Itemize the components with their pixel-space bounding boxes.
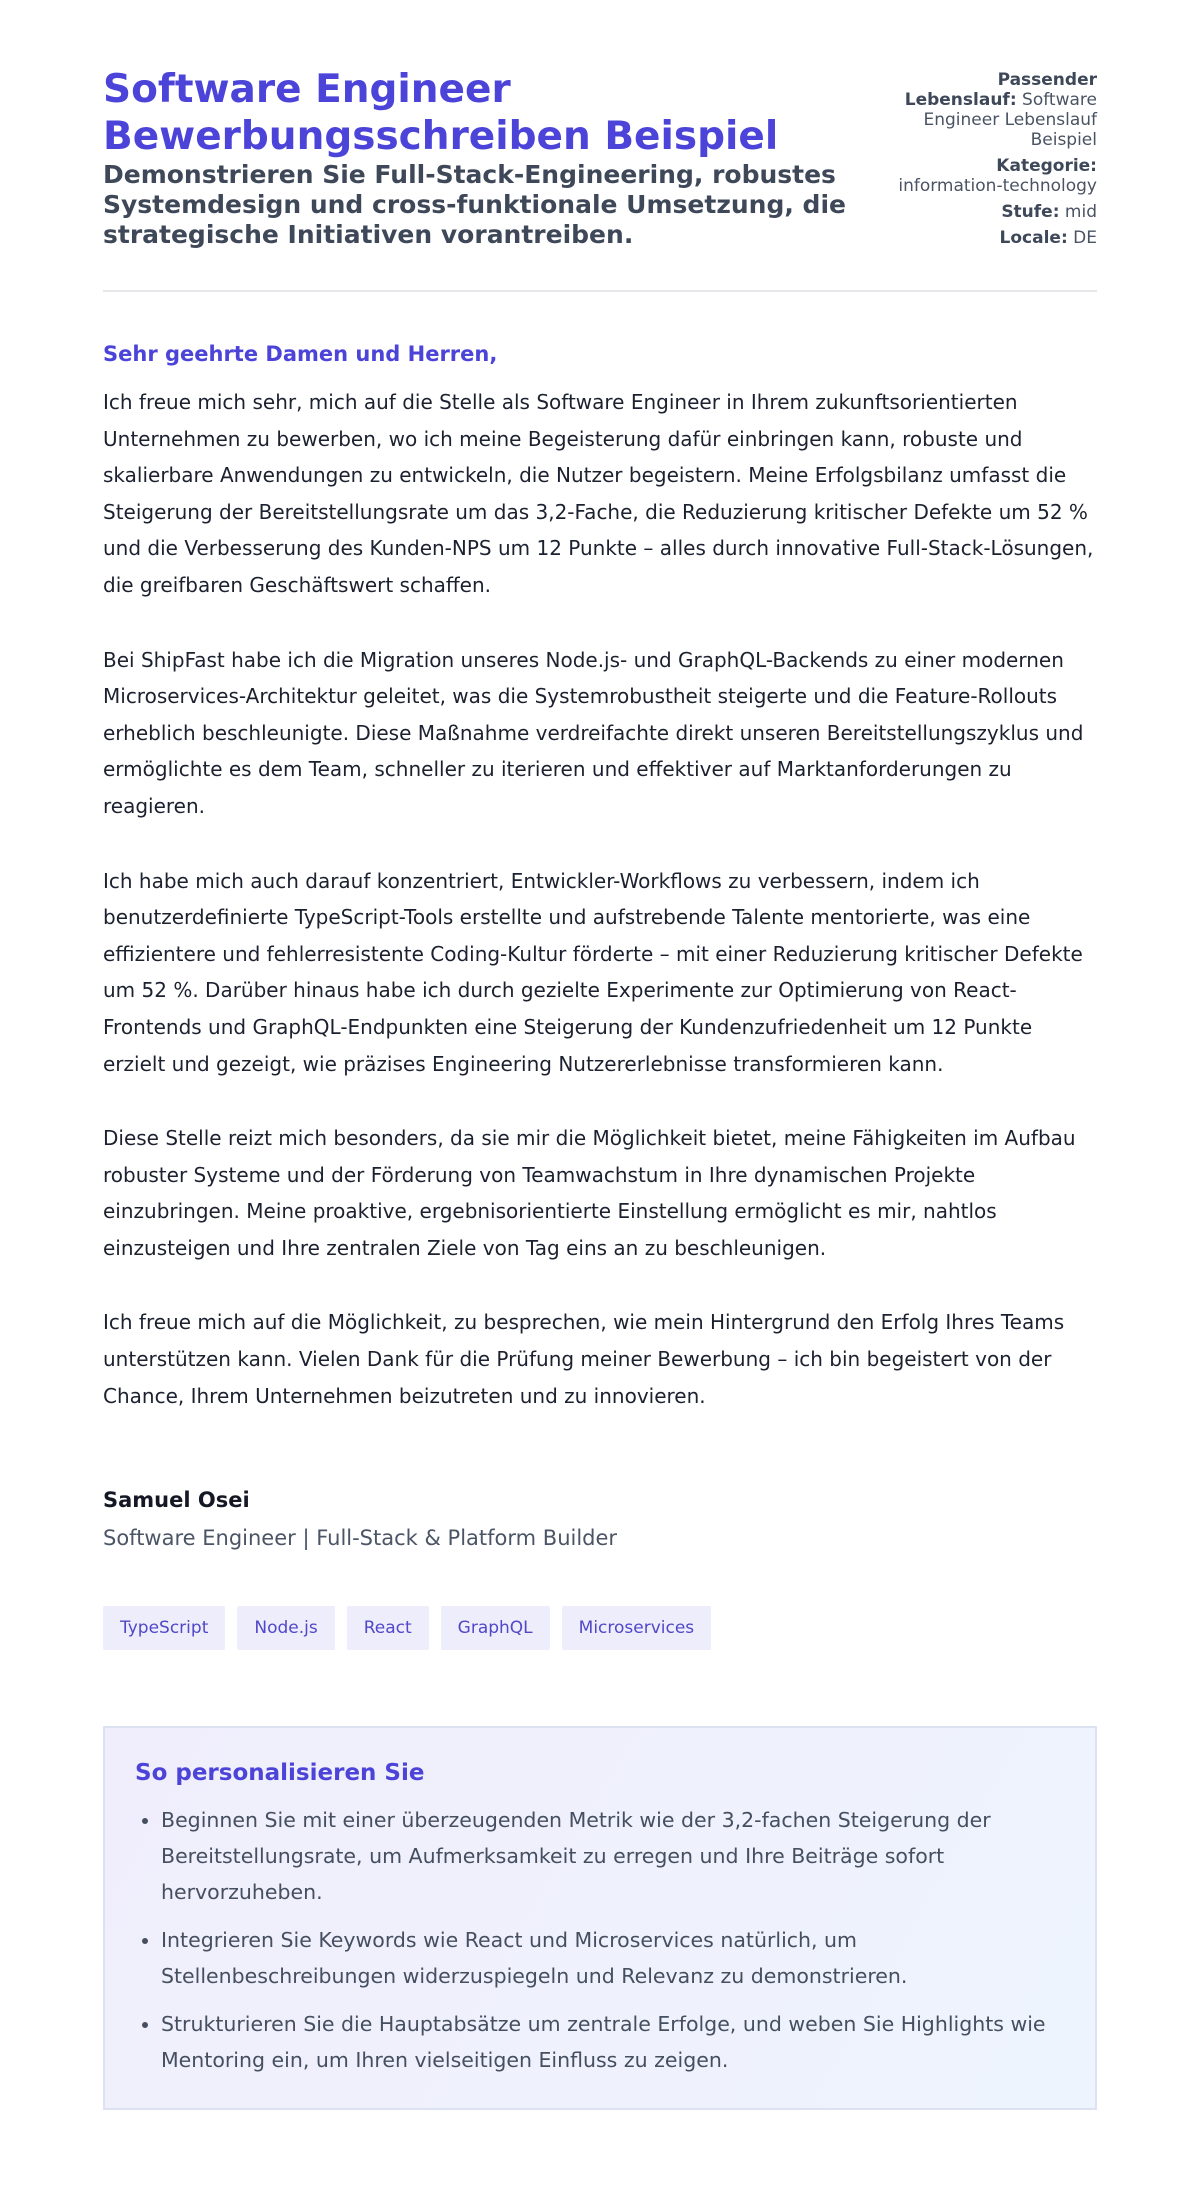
meta-resume-label: Passender Lebenslauf: [904, 70, 1097, 110]
letter-paragraph: Bei ShipFast habe ich die Migration unseres Node.js- und GraphQL-Backends zu einer modernen Microservices-Architektur geleitet, was die Systemrobustheit steigerte und die Feature-Rollouts erheblich beschleunigte. Diese Maßnahme verdreifachte direkt unseren Bereitstellungszyklus und ermöglichte es dem Team, schneller zu iterieren und effektiver auf Marktanforderungen zu reagieren. [103, 647, 1084, 818]
tips-list [135, 1802, 1065, 2078]
skill-tags [103, 1606, 1097, 1650]
letter-paragraph: Ich freue mich auf die Möglichkeit, zu besprechen, wie mein Hintergrund den Erfolg Ihres Teams unterstützen kann. Vielen Dank für die Prüfung meiner Bewerbung – ich bin begeistert von der Chance, Ihrem Unternehmen beizutreten und zu innovieren. [103, 1310, 1065, 1408]
meta-panel [887, 66, 1097, 254]
meta-locale [887, 228, 1097, 248]
signature-title: Software Engineer | Full-Stack & Platform Builder [103, 1526, 618, 1551]
letter-paragraph: Ich freue mich sehr, mich auf die Stelle als Software Engineer in Ihrem zukunftsorientierten Unternehmen zu bewerben, wo ich meine Begeisterung dafür einbringen kann, robuste und skalierbare Anwendungen zu entwickeln, die Nutzer begeistern. Meine Erfolgsbilanz umfasst die Steigerung der Bereitstellungsrate um das 3,2-Fache, die Reduzierung kritischer Defekte um 52 % und die Verbesserung des Kunden-NPS um 12 Punkte – alles durch innovative Full-Stack-Lösungen, die greifbaren Geschäftswert schaffen. [103, 390, 1094, 597]
page-subtitle: Demonstrieren Sie Full-Stack-Engineering, robustes Systemdesign und cross-funktionale Umsetzung, die strategische Initiativen vorantreiben. [103, 160, 846, 249]
skill-tag: TypeScript [103, 1606, 225, 1650]
meta-category [887, 156, 1097, 196]
title-line-1: Software Engineer [103, 67, 511, 112]
meta-locale-label: Locale: [999, 228, 1068, 248]
meta-level [887, 202, 1097, 222]
meta-resume [887, 70, 1097, 150]
tips-heading: So personalisieren Sie [135, 1760, 425, 1787]
meta-category-value: information-technology [898, 176, 1097, 196]
letter-paragraph: Diese Stelle reizt mich besonders, da sie mir die Möglichkeit bietet, meine Fähigkeiten im Aufbau robuster Systeme und der Förderung von Teamwachstum in Ihre dynamischen Projekte einzubringen. Meine proaktive, ergebnisorientierte Einstellung ermöglicht es mir, nahtlos einzusteigen und Ihre zentralen Ziele von Tag eins an zu beschleunigen. [103, 1126, 1076, 1260]
meta-locale-value: DE [1073, 228, 1097, 248]
header [103, 66, 1097, 254]
title-line-2: Bewerbungsschreiben Beispiel [103, 114, 779, 159]
letter-greeting: Sehr geehrte Damen und Herren, [103, 342, 498, 366]
tip-item: • Integrieren Sie Keywords wie React und Microservices natürlich, um Stellenbeschreibungen widerzuspiegeln und Relevanz zu demonstrieren. [161, 1922, 1065, 1994]
tip-item: • Beginnen Sie mit einer überzeugenden Metrik wie der 3,2-fachen Steigerung der Bereitstellungsrate, um Aufmerksamkeit zu erregen und Ihre Beiträge sofort hervorzuheben. [161, 1802, 1065, 1910]
skill-tag: GraphQL [441, 1606, 550, 1650]
skill-tag: Microservices [562, 1606, 712, 1650]
signature-name: Samuel Osei [103, 1488, 250, 1513]
meta-level-label: Stufe: [1001, 202, 1060, 222]
meta-category-label: Kategorie: [996, 156, 1097, 176]
letter-paragraph: Ich habe mich auch darauf konzentriert, Entwickler-Workflows zu verbessern, indem ich benutzerdefinierte TypeScript-Tools erstellte und aufstrebende Talente mentorierte, was eine effizientere und fehlerresistente Coding-Kultur förderte – mit einer Reduzierung kritischer Defekte um 52 %. Darüber hinaus habe ich durch gezielte Experimente zur Optimierung von React-Frontends und GraphQL-Endpunkten eine Steigerung der Kundenzufriedenheit um 12 Punkte erzielt und gezeigt, wie präzises Engineering Nutzererlebnisse transformieren kann. [103, 868, 1083, 1076]
divider [103, 290, 1097, 292]
personalization-tips [103, 1726, 1097, 2110]
skill-tag: Node.js [237, 1606, 334, 1650]
header-left [103, 66, 863, 250]
skill-tag: React [347, 1606, 429, 1650]
meta-level-value: mid [1064, 202, 1097, 222]
meta-resume-value: Software Engineer Lebenslauf Beispiel [923, 90, 1097, 150]
page [103, 0, 1097, 2110]
page-title [103, 66, 863, 160]
tip-item: • Strukturieren Sie die Hauptabsätze um zentrale Erfolge, und weben Sie Highlights wie Mentoring ein, um Ihren vielseitigen Einfluss zu zeigen. [161, 2006, 1065, 2078]
